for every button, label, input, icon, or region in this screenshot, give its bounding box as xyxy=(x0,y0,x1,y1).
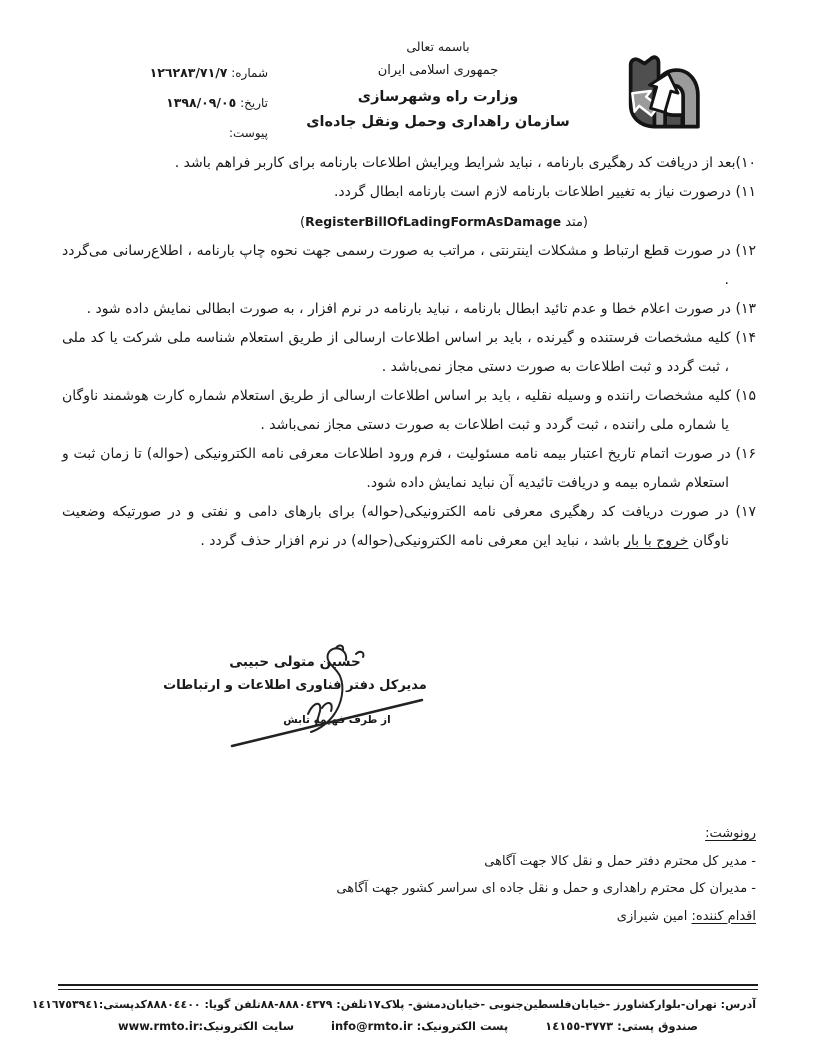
item-17-underlined-phrase: خروج با بار xyxy=(624,533,689,549)
footer-divider xyxy=(58,984,758,990)
footer-address-label: آدرس: xyxy=(720,998,756,1011)
footer-email-value: info@rmto.ir xyxy=(331,1019,417,1033)
item-17-text-after: باشد ، نباید این معرفی نامه الکترونیکی(حواله) در نرم افزار حذف گردد . xyxy=(200,533,625,549)
cc-heading: رونوشت: xyxy=(705,826,756,841)
letter-item-16: ۱۶) در صورت اتمام تاریخ اعتبار بیمه نامه مسئولیت ، فرم ورود اطلاعات معرفی نامه الکترونیکی (حواله) تا زمان ثبت و استعلام شماره بیمه و دریافت تائیدیه آن نباید نمایش داده شود. xyxy=(62,446,756,491)
cc-block xyxy=(65,820,756,930)
letter-attachment-label: پیوست: xyxy=(228,126,268,140)
letter-attachment-row xyxy=(60,118,268,148)
letter-item-15: ۱۵) کلیه مشخصات راننده و وسیله نقلیه ، باید بر اساس اطلاعات ارسالی از طریق استعلام شماره کارت هوشمند ناوگان یا شماره ملی راننده ، ثبت گردد و ثبت اطلاعات به صورت دستی مجاز نمی‌باشد . xyxy=(62,388,756,433)
footer-pobox xyxy=(545,1016,698,1036)
letter-date-row xyxy=(60,88,268,118)
footer-pobox-value: ٣٧٧٣-١٤١٥٥ xyxy=(545,1019,618,1033)
footer-email xyxy=(331,1016,508,1036)
footer-phone-value: ٨٨٨٠٤٣٧٩-٨٨ xyxy=(260,998,337,1011)
footer-website-label: سایت الکترونیک: xyxy=(198,1019,295,1033)
signature-block xyxy=(158,650,432,726)
ministry-name: وزارت راه وشهرسازی xyxy=(357,89,519,105)
footer-email-label: پست الکترونیک: xyxy=(416,1019,509,1033)
bismillah-text: باسمه تعالی xyxy=(406,39,470,54)
letter-date-value: ١٣٩٨/٠٩/٠٥ xyxy=(166,95,237,110)
footer-postal-code xyxy=(32,996,147,1014)
cc-actor-name: امین شیرازی xyxy=(616,908,692,924)
method-note-code: RegisterBillOfLadingFormAsDamage xyxy=(305,214,562,229)
method-note-open: (متد xyxy=(561,215,588,230)
footer-address xyxy=(367,996,756,1014)
footer-voice-phone xyxy=(147,996,261,1014)
letter-number-value: ١٢٦٢٨٣/٧١/٧ xyxy=(149,65,228,80)
cc-actor-label: اقدام کننده: xyxy=(691,908,756,924)
letter-item-13: ۱۳) در صورت اعلام خطا و عدم تائید ابطال بارنامه ، نباید بارنامه در نرم افزار ، به صورت ابطالی نمایش داده شود . xyxy=(86,301,756,317)
item-17-text-before: ۱۷) در صورت دریافت کد رهگیری معرفی نامه الکترونیکی(حواله) برای بارهای دامی و نفتی و در صورتیکه وضعیت ناوگان xyxy=(62,504,756,549)
footer-voice-value: ٨٨٨٠٤٤٠٠ xyxy=(146,998,205,1011)
rmto-logo-icon xyxy=(620,50,702,136)
letter-date-label: تاریخ: xyxy=(240,96,268,110)
footer-pobox-label: صندوق پستی: xyxy=(617,1019,698,1033)
footer-phone-label: تلفن: xyxy=(336,998,368,1011)
method-note-close: ) xyxy=(300,215,306,230)
cc-actor-row xyxy=(65,903,756,931)
method-note-line xyxy=(62,207,756,237)
footer-phone xyxy=(261,996,367,1014)
cc-item-2: - مدیران کل محترم راهداری و حمل و نقل جاده ای سراسر کشور جهت آگاهی xyxy=(336,881,756,896)
organization-name: سازمان راهداری وحمل ونقل جاده‌ای xyxy=(306,114,570,130)
signer-name: حسین متولی حبیبی xyxy=(229,654,361,670)
cc-item-1: - مدیر کل محترم دفتر حمل و نقل کالا جهت آگاهی xyxy=(484,853,756,869)
footer-postal-code-value: ١٤١٦٧٥٣٩٤١ xyxy=(31,998,99,1011)
letterhead-center xyxy=(258,36,618,135)
letter-body xyxy=(62,149,756,556)
letter-meta-block xyxy=(60,58,268,148)
country-name: جمهوری اسلامی ایران xyxy=(377,63,499,78)
footer-address-value: تهران-بلوارکشاورز -خیابان‌فلسطین‌جنوبی -خیابان‌دمشق- پلاک١٧ xyxy=(367,998,721,1011)
letter-item-10: ۱۰)بعد از دریافت کد رهگیری بارنامه ، نباید شرایط ویرایش اطلاعات بارنامه برای کاربر فراهم باشد . xyxy=(174,155,756,171)
footer-website xyxy=(118,1016,294,1036)
letter-item-14: ۱۴) کلیه مشخصات فرستنده و گیرنده ، باید بر اساس اطلاعات ارسالی از طریق استعلام شناسه ملی شرکت یا کد ملی ، ثبت گردد و ثبت اطلاعات به صورت دستی مجاز نمی‌باشد . xyxy=(62,330,756,375)
signer-on-behalf: از طرف فهیمه تابش xyxy=(283,714,391,726)
footer-address-line xyxy=(31,996,756,1014)
footer-contact-line xyxy=(118,1016,698,1036)
letter-item-11: ۱۱) درصورت نیاز به تغییر اطلاعات بارنامه لازم است بارنامه ابطال گردد. xyxy=(333,184,756,200)
letter-number-row xyxy=(60,58,268,88)
letter-number-label: شماره: xyxy=(231,66,268,80)
signer-title: مدیرکل دفتر فناوری اطلاعات و ارتباطات xyxy=(163,678,427,693)
letter-item-12: ۱۲) در صورت قطع ارتباط و مشکلات اینترنتی ، مراتب به صورت رسمی جهت نحوه چاپ بارنامه ، اطلاع‌رسانی می‌گردد . xyxy=(62,243,756,288)
footer-postal-code-label: کدپستی: xyxy=(98,998,147,1011)
letter-item-17 xyxy=(62,498,756,556)
footer-website-value: www.rmto.ir xyxy=(118,1019,199,1033)
footer-voice-label: تلفن گویا: xyxy=(204,998,261,1011)
